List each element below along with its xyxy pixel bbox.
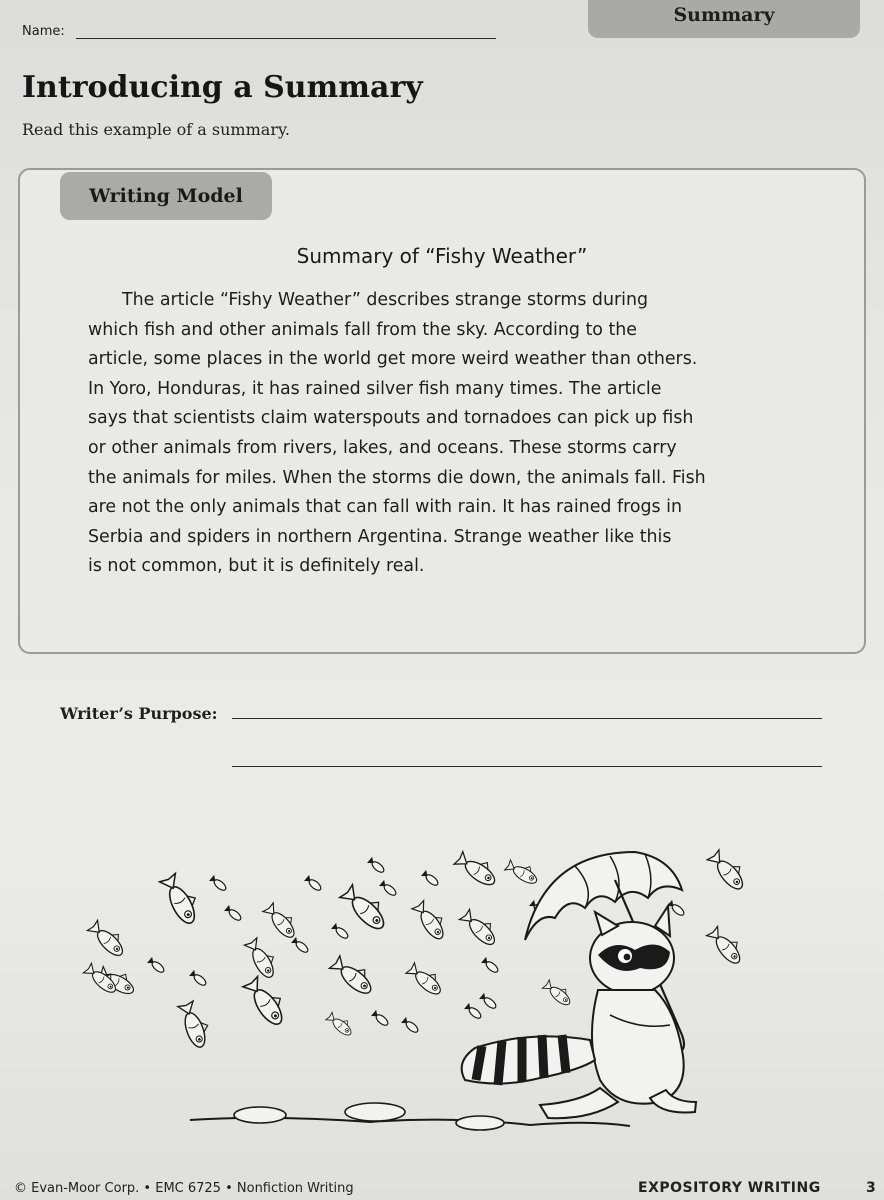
- writing-model-heading: Summary of “Fishy Weather”: [296, 244, 588, 268]
- writers-purpose-line-1[interactable]: [232, 718, 822, 719]
- instruction-text: Read this example of a summary.: [22, 120, 290, 139]
- writing-model-tab-label: Writing Model: [89, 185, 243, 207]
- model-line: or other animals from rivers, lakes, and oceans. These storms carry: [88, 437, 677, 458]
- footer-section-label: EXPOSITORY WRITING: [638, 1180, 821, 1196]
- writers-purpose-label: Writer’s Purpose:: [60, 704, 218, 723]
- name-write-line[interactable]: [76, 38, 496, 39]
- raccoon-umbrella-fish-rain-icon: [70, 840, 810, 1160]
- writers-purpose-line-2[interactable]: [232, 766, 822, 767]
- model-line: The article “Fishy Weather” describes strange storms during: [122, 290, 649, 310]
- model-line: Serbia and spiders in northern Argentina. Strange weather like this: [88, 526, 672, 547]
- section-tab: [588, 0, 860, 38]
- model-line: the animals for miles. When the storms die down, the animals fall. Fish: [88, 467, 706, 488]
- model-line: says that scientists claim waterspouts and tornadoes can pick up fish: [88, 408, 694, 429]
- model-line: is not common, but it is definitely real.: [88, 556, 425, 577]
- model-line: which fish and other animals fall from the sky. According to the: [88, 319, 637, 340]
- writing-model-tab: [60, 172, 272, 220]
- page-title: Introducing a Summary: [22, 70, 423, 105]
- model-line: are not the only animals that can fall with rain. It has rained frogs in: [88, 497, 682, 518]
- footer-copyright: © Evan-Moor Corp. • EMC 6725 • Nonfiction Writing: [14, 1181, 354, 1196]
- model-line: In Yoro, Honduras, it has rained silver fish many times. The article: [88, 378, 662, 399]
- writing-model-body: [88, 286, 800, 582]
- name-label: Name:: [22, 24, 65, 39]
- section-tab-label: Summary: [673, 4, 775, 26]
- model-line: article, some places in the world get more weird weather than others.: [88, 349, 698, 370]
- page-number: 3: [866, 1180, 876, 1196]
